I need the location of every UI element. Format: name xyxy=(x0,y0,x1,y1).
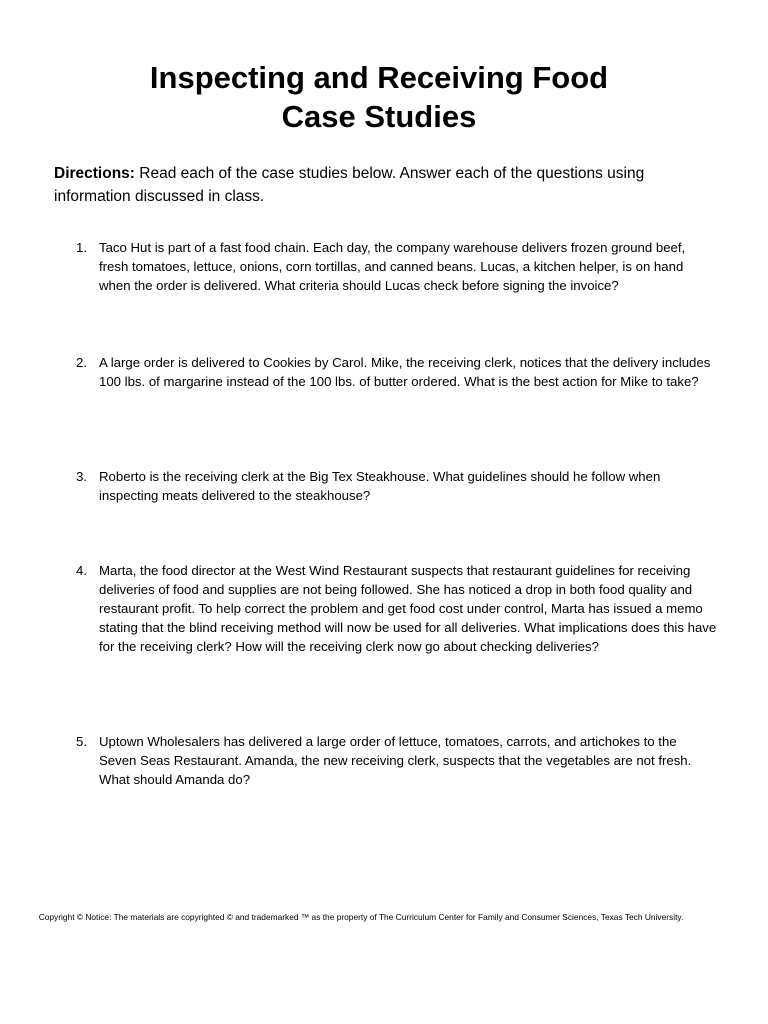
page-title xyxy=(0,58,758,136)
title-line-2: Case Studies xyxy=(281,99,477,134)
directions-label: Directions: xyxy=(54,165,135,182)
case-study-text: Roberto is the receiving clerk at the Big Tex Steakhouse. What guidelines should he follow when inspecting meats delivered to the steakhouse? xyxy=(99,469,661,503)
case-study-number: 3. xyxy=(76,469,87,484)
case-study-number: 2. xyxy=(76,355,87,370)
case-study-number: 4. xyxy=(76,563,87,578)
case-study-number: 1. xyxy=(76,240,87,255)
case-study-text: A large order is delivered to Cookies by Carol. Mike, the receiving clerk, notices that the delivery includes 100 lbs. of margarine instead of the 100 lbs. of butter ordered. What is the best action for Mike to take? xyxy=(99,355,711,389)
copyright-notice: Copyright © Notice: The materials are copyrighted © and trademarked ™ as the property of The Curriculum Center for Family and Consumer Sciences, Texas Tech University. xyxy=(38,912,684,922)
case-study-text: Taco Hut is part of a fast food chain. Each day, the company warehouse delivers frozen ground beef, fresh tomatoes, lettuce, onions, corn tortillas, and canned beans. Lucas, a kitchen helper, is on hand when the order is delivered. What criteria should Lucas check before signing the invoice? xyxy=(99,240,686,293)
case-study-text: Uptown Wholesalers has delivered a large order of lettuce, tomatoes, carrots, and artichokes to the Seven Seas Restaurant. Amanda, the new receiving clerk, suspects that the vegetables are not fresh. What should Amanda do? xyxy=(99,734,692,787)
title-line-1: Inspecting and Receiving Food xyxy=(149,60,609,95)
directions-text: Read each of the case studies below. Answer each of the questions using information discussed in class. xyxy=(54,165,645,205)
case-study-number: 5. xyxy=(76,734,87,749)
case-study-text: Marta, the food director at the West Wind Restaurant suspects that restaurant guidelines for receiving deliveries of food and supplies are not being followed. She has noticed a drop in both food quality and restaurant profit. To help correct the problem and get food cost under control, Marta has issued a memo stating that the blind receiving method will now be used for all deliveries. What implications does this have for the receiving clerk? How will the receiving clerk now go about checking deliveries? xyxy=(99,563,717,654)
directions-paragraph xyxy=(54,162,714,208)
